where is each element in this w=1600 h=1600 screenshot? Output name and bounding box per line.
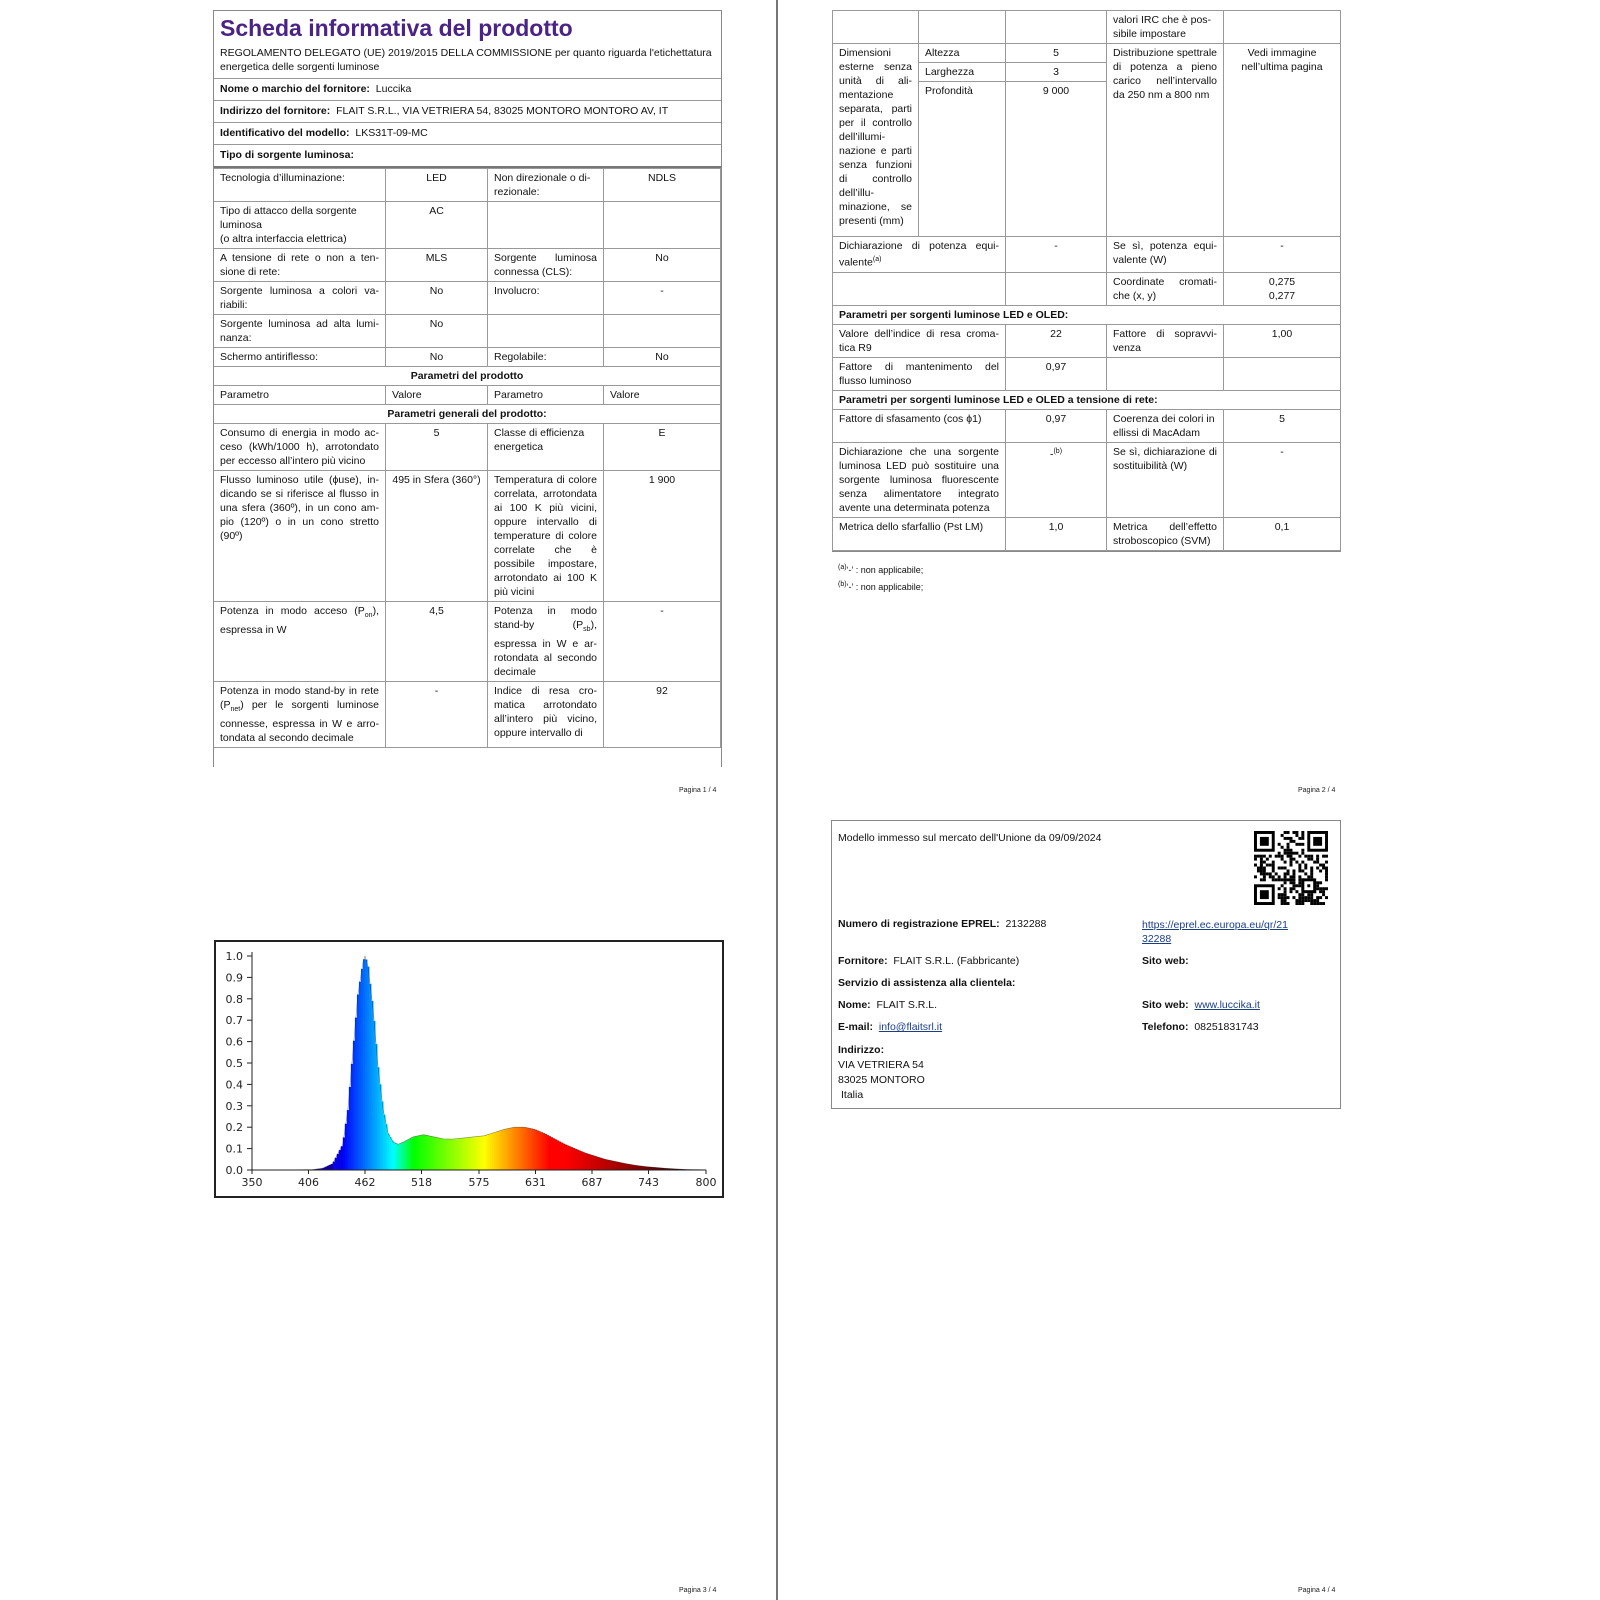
value-cell: No [386,282,488,315]
dimensions-label: Dimensioni esterne senza unità di alimentazione separata, parti per il controllo dell’illuminazione e parti senza funzioni di controllo dell’illuminazione, se presenti (mm) [833,44,919,237]
value-cell: 1 900 [604,471,721,602]
y-tick-label: 0.5 [225,1057,243,1070]
value-cell: E [604,424,721,471]
param-cell [833,11,919,44]
param-text: Potenza in modo stand-by (P [494,605,597,631]
cos-value: 0,97 [1006,409,1107,442]
footnote-ref: (a) [872,256,882,263]
phone-row [1142,1021,1259,1033]
value-cell: AC [386,202,488,249]
page-1-sheet [213,10,722,767]
strobo-label: Metrica dell’effetto stroboscopico (SVM) [1107,517,1224,550]
table-row [214,202,721,249]
address-block [838,1043,925,1103]
product-table [213,168,721,748]
table-row [214,169,721,202]
param-cell [919,11,1006,44]
equiv-value: - [1006,237,1107,273]
survival-value: 1,00 [1224,324,1341,357]
footnote-b [838,581,923,592]
depth-value: 9 000 [1006,82,1107,237]
phone-label: Telefono: [1142,1021,1189,1033]
param-subscript: net [230,706,241,714]
address-row [214,101,721,123]
value-cell: 495 in Sfera (360°) [386,471,488,602]
spectral-value: Vedi immagine nell’ultima pagina [1224,44,1341,237]
address-label: Indirizzo del fornitore: [220,105,331,117]
param-cell: Non direzionale o direzionale: [488,169,604,202]
value-cell: 4,5 [386,602,488,682]
footnote-text: ‘-’ : non applicabile; [846,565,924,575]
param-cell: Schermo antiriflesso: [214,348,386,367]
address-line: 83025 MONTORO [838,1074,925,1086]
table-row [214,424,721,471]
section-header: Parametri generali del prodotto: [214,405,721,424]
address-label: Indirizzo: [838,1044,885,1056]
table-row [214,682,721,748]
website-link[interactable]: www.luccika.it [1194,999,1260,1011]
table-row [833,305,1341,324]
eprel-link-line[interactable]: https://eprel.ec.europa.eu/qr/21 [1142,919,1288,931]
name-label: Nome: [838,999,871,1011]
page-4-info-box [831,820,1341,1109]
height-value: 5 [1006,44,1107,63]
footnote-text: ‘-’ : non applicabile; [846,582,924,592]
table-row [214,348,721,367]
r9-value: 22 [1006,324,1107,357]
value-cell: No [604,249,721,282]
y-tick-label: 0.3 [225,1099,243,1113]
equiv-w-label: Se sì, potenza equivalente (W) [1107,237,1224,273]
site2-label: Sito web: [1142,999,1189,1011]
section-header: Parametri del prodotto [214,367,721,386]
supplier-value: FLAIT S.R.L. (Fabbricante) [893,955,1020,967]
value-cell: No [386,348,488,367]
equiv-label [833,237,1006,273]
value-cell: MLS [386,249,488,282]
eprel-link[interactable] [1142,918,1288,946]
param-cell: Involucro: [488,282,604,315]
market-date: Modello immesso sul mercato dell'Unione da 09/09/2024 [838,832,1102,844]
model-value: LKS31T-09-MC [355,127,428,139]
param-cell: Flusso luminoso utile (ϕuse), indicando se si riferisce al flusso in una sfera (360º), in un cono ampio (120º) o in un cono stretto (90º) [214,471,386,602]
param-cell: Tipo di attacco della sorgente luminosa (o altra interfaccia elettrica) [214,202,386,249]
param-cell [214,682,386,748]
x-tick-label: 518 [410,1176,432,1189]
email-label: E-mail: [838,1021,874,1033]
page-number: Pagina 4 / 4 [1298,1587,1336,1594]
value-cell: No [604,348,721,367]
regulation-text: REGOLAMENTO DELEGATO (UE) 2019/2015 DELLA COMMISSIONE per quanto riguarda l'etichettatura energetica delle sorgenti luminose [214,42,721,79]
y-tick-label: 0.7 [225,1014,243,1028]
replace-w-value: - [1224,442,1341,517]
param-subscript: sb [583,626,591,634]
table-row [833,11,1341,44]
param-cell: A tensione di rete o non a tensione di rete: [214,249,386,282]
y-tick-label: 0.0 [225,1164,243,1177]
email-link[interactable]: info@flaitsrl.it [878,1021,943,1033]
name-value: FLAIT S.R.L. [876,999,938,1011]
table-row [214,282,721,315]
value-cell [604,202,721,249]
height-label: Altezza [919,44,1006,63]
phone-value: 08251831743 [1194,1021,1259,1033]
table-row [833,517,1341,550]
cos-label: Fattore di sfasamento (cos ϕ1) [833,409,1006,442]
flicker-value: 1,0 [1006,517,1107,550]
replace-dash: - [1049,448,1054,460]
site-row [1142,955,1189,967]
product-table-continued [832,10,1341,551]
param-cell: Sorgente luminosa a colori variabili: [214,282,386,315]
page-number: Pagina 1 / 4 [679,787,717,794]
value-cell [1006,11,1107,44]
eprel-label: Numero di registrazione EPREL: [838,918,1000,930]
param-cell: Regolabile: [488,348,604,367]
r9-label: Valore dell’indice di resa cromatica R9 [833,324,1006,357]
eprel-value: 2132288 [1005,918,1047,930]
table-row [214,367,721,386]
table-row [833,409,1341,442]
type-row [214,145,721,168]
supplier-value: Luccika [375,83,412,95]
value-cell [1224,11,1341,44]
param-cell [488,315,604,348]
value-cell: 5 [386,424,488,471]
replace-w-label: Se sì, dichiarazione di sostituibilità (W) [1107,442,1224,517]
param-text: Potenza in modo acceso (P [220,605,365,617]
param-cell: valori IRC che è possibile impostare [1107,11,1224,44]
supplier-row [214,79,721,101]
value-cell: - [386,682,488,748]
macadam-value: 5 [1224,409,1341,442]
y-tick-label: 0.6 [225,1035,243,1049]
value-cell: LED [386,169,488,202]
y-tick-label: 0.1 [225,1142,243,1156]
empty-cell [1107,357,1224,390]
table-row [214,405,721,424]
page-divider [776,0,778,1600]
x-tick-label: 631 [524,1176,546,1189]
param-cell: Consumo di energia in modo acceso (kWh/1000 h), arrotondato per eccesso all’intero più vicino [214,424,386,471]
address-value: FLAIT S.R.L., VIA VETRIERA 54, 83025 MONTORO MONTORO AV, IT [336,105,669,117]
chroma-value [1224,272,1341,305]
y-tick-label: 0.8 [225,992,243,1006]
x-tick-label: 743 [637,1176,659,1189]
chroma-y: 0,277 [1268,289,1296,302]
x-tick-label: 406 [297,1176,319,1189]
maintenance-value: 0,97 [1006,357,1107,390]
empty-cell [833,272,1006,305]
param-cell: Temperatura di colore correlata, arrotondata ai 100 K più vicini, oppure intervallo di temperature di colore correlate che è possibile impostare, arrotondato ai 100 K più vicini [488,471,604,602]
x-tick-label: 687 [581,1176,603,1189]
param-cell: Classe di efficienza energetica [488,424,604,471]
empty-cell [1006,272,1107,305]
footnote-mark: (a) [838,564,847,571]
eprel-link-line[interactable]: 32288 [1142,933,1172,945]
qr-code-icon [1254,831,1328,905]
column-header: Parametro [214,386,386,405]
y-tick-label: 0.4 [225,1078,243,1092]
y-tick-label: 0.2 [225,1121,243,1135]
table-row [833,442,1341,517]
supplier-label: Nome o marchio del fornitore: [220,83,370,95]
site2-row [1142,999,1260,1011]
param-text: Potenza in modo stand-by in rete (P [220,685,379,712]
macadam-label: Coerenza dei colori in ellissi di MacAdam [1107,409,1224,442]
width-label: Larghezza [919,63,1006,82]
supplier-label: Fornitore: [838,955,888,967]
chroma-label: Coordinate cromatiche (x, y) [1107,272,1224,305]
spectral-label: Distribuzione spettrale di potenza a pieno carico nell’intervallo da 250 nm a 800 nm [1107,44,1224,237]
replace-label: Dichiarazione che una sorgente luminosa LED può sostituire una sorgente luminosa fluorescente senza alimentatore integrato avente una determinata potenza [833,442,1006,517]
footnote-mark: (b) [838,581,847,588]
column-header: Valore [604,386,721,405]
table-row [214,471,721,602]
supplier-row [838,955,1019,967]
survival-label: Fattore di sopravvivenza [1107,324,1224,357]
eprel-row [838,918,1046,930]
section-header: Parametri per sorgenti luminose LED e OLED: [833,305,1341,324]
flicker-label: Metrica dello sfarfallio (Pst LM) [833,517,1006,550]
address-line: VIA VETRIERA 54 [838,1059,924,1071]
table-row [214,602,721,682]
name-row [838,999,937,1011]
footnote-ref: (b) [1053,447,1063,455]
equiv-w-value: - [1224,237,1341,273]
column-header: Valore [386,386,488,405]
param-cell: Tecnologia d’illuminazione: [214,169,386,202]
spectral-chart-svg [216,942,722,1196]
table-row [833,237,1341,273]
page-2-sheet [832,10,1341,552]
page-number: Pagina 2 / 4 [1298,787,1336,794]
strobo-value: 0,1 [1224,517,1341,550]
value-cell: NDLS [604,169,721,202]
page-number: Pagina 3 / 4 [679,1587,717,1594]
table-row [214,249,721,282]
value-cell: - [604,602,721,682]
param-cell [488,202,604,249]
spectral-chart [214,940,724,1198]
chroma-x: 0,275 [1268,275,1296,288]
depth-label: Profondità [919,82,1006,237]
x-tick-label: 350 [241,1176,263,1189]
param-cell [488,602,604,682]
service-label: Servizio di assistenza alla clientela: [838,977,1016,989]
param-cell [214,602,386,682]
param-text: ) per le sorgenti luminose connesse, espressa in W e arrotondata al secondo decimale [220,699,379,745]
table-row [833,390,1341,409]
table-row [214,386,721,405]
maintenance-label: Fattore di mantenimento del flusso luminoso [833,357,1006,390]
table-row [833,357,1341,390]
value-cell: - [604,282,721,315]
section-header: Parametri per sorgenti luminose LED e OLED a tensione di rete: [833,390,1341,409]
x-tick-label: 575 [468,1176,490,1189]
model-row [214,123,721,145]
empty-cell [1224,357,1341,390]
type-label: Tipo di sorgente luminosa: [220,149,354,161]
value-cell [604,315,721,348]
x-tick-label: 462 [354,1176,376,1189]
param-text: ), espressa in W e arrotondata al secondo decimale [494,619,597,679]
footnote-a [838,564,923,575]
value-cell: 92 [604,682,721,748]
param-subscript: on [364,612,373,620]
table-row [833,44,1341,63]
table-row [214,315,721,348]
x-tick-label: 800 [695,1176,717,1189]
column-header: Parametro [488,386,604,405]
equiv-text: Dichiarazione di potenza equivalente [839,240,999,269]
table-row [833,324,1341,357]
email-row [838,1021,942,1033]
param-cell: Sorgente luminosa connessa (CLS): [488,249,604,282]
param-cell: Sorgente luminosa ad alta luminanza: [214,315,386,348]
width-value: 3 [1006,63,1107,82]
value-cell: No [386,315,488,348]
table-row [833,272,1341,305]
service-header [838,977,1015,989]
address-line: Italia [841,1089,864,1101]
y-tick-label: 0.9 [225,971,243,985]
param-text: ), espressa in W [220,605,379,637]
y-tick-label: 1.0 [225,950,243,963]
model-label: Identificativo del modello: [220,127,350,139]
site-label: Sito web: [1142,955,1189,967]
page-title: Scheda informativa del prodotto [220,15,573,41]
param-cell: Indice di resa cromatica arrotondato all’intero più vicino, oppure intervallo di [488,682,604,748]
replace-value [1006,442,1107,517]
